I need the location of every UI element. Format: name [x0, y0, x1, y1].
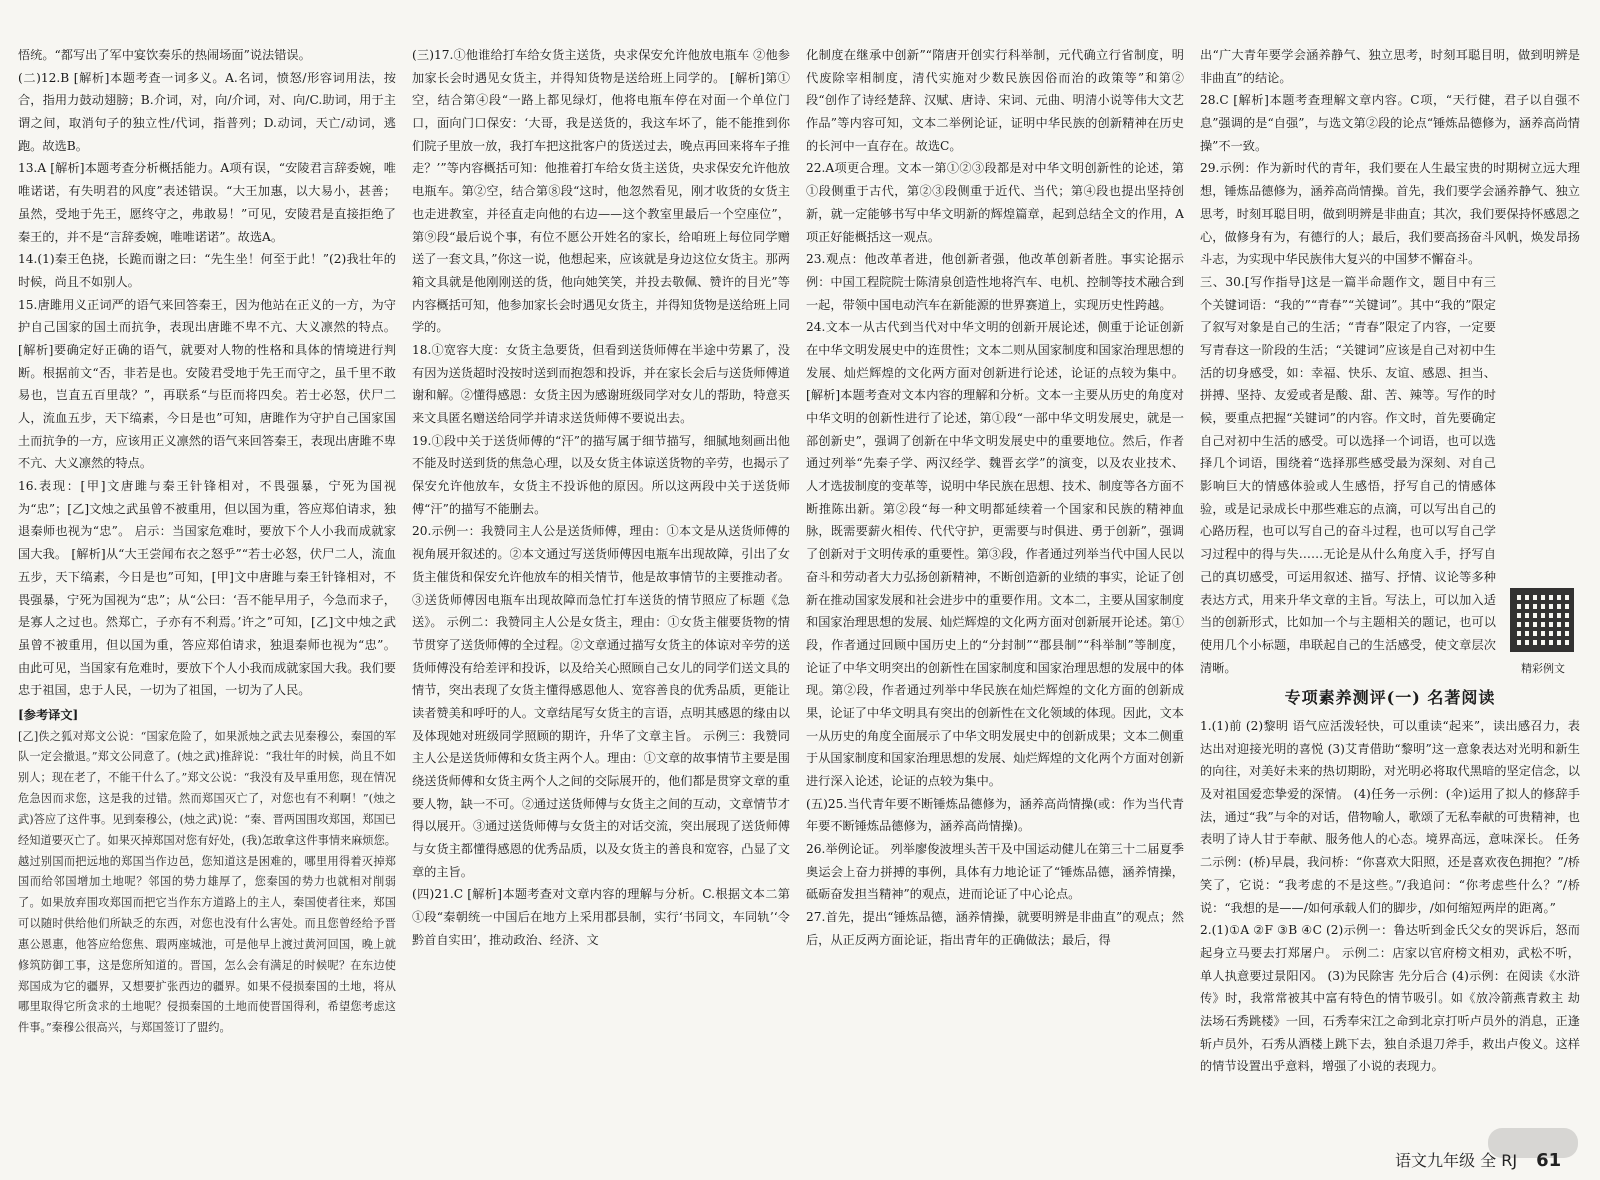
- answer-paragraph: 三、30.[写作指导]这是一篇半命题作文，题目中有三个关键词语：“我的”“青春”“关键词”。其中“我的”限定了叙写对象是自己的生活；“青春”限定了内容，一定要写青春这一阶段的生活；“关键词”应该是自己对初中生活的切身感受，如：幸福、快乐、友谊、感恩、担当、拼搏、坚持、友爱或者是酸、甜、苦、辣等。写作的时候，要重点把握“关键词”的内容。作文时，首先要确定自己对初中生活的感受。可以选择一个词语，也可以选择几个词语，围绕着“选择那些感受最为深刻、对自己影响巨大的情感体验或人生感悟，抒写自己的情感体验，或是记录成长中那些难忘的点滴，可以写出自己的心路历程，也可以写自己的奋斗过程，也可以写自己学习过程中的得与失……无论是从什么角度入手，抒写自己的真切感受，可运用叙述、描写、抒情、议论等多种表达方式，用来升华文章的主旨。写法上，可以加入适当的创新形式，比如加一个与主题相关的题记，也可以使用几个小标题，串联起自己的生活感受，使文章层次清晰。: [1200, 274, 1496, 675]
- answer-paragraph: 26.举例论证。 列举廖俊波埋头苦干及中国运动健儿在第三十二届夏季奥运会上奋力拼搏的事例，具体有力地论证了“锤炼品德，涵养情操，砥砺奋发担当精神”的观点，进而论证了中心论点。: [806, 842, 1184, 902]
- answer-paragraph: 22.A项更合理。文本一第①②③段都是对中华文明创新性的论述，第①段侧重于古代，第②③段侧重于近代、当代；第④段也提出坚持创新，就一定能够书写中华文明新的辉煌篇章，起到总结全文的作用，A项正好能概括这一观点。: [806, 161, 1184, 244]
- answer-paragraph: (四)21.C [解析]本题考查对文章内容的理解与分析。C.根据文本二第①段“秦朝统一中国后在地方上采用郡县制，实行‘书同文，车同轨’‘令黔首自实田’，推动政治、经济、文: [412, 887, 790, 947]
- answer-paragraph: 14.(1)秦王色挠，长跪而谢之曰：“先生坐！何至于此！”(2)我壮年的时候，尚且不如别人。: [18, 252, 396, 289]
- answer-paragraph: 出“广大青年要学会涵养静气、独立思考，时刻耳聪目明，做到明辨是非曲直”的结论。: [1200, 48, 1580, 85]
- answer-paragraph: 2.(1)①A ②F ③B ④C (2)示例一：鲁达听到金氏父女的哭诉后，怒而起身立马要去打郑屠户。 示例二：店家以官府榜文相劝，武松不听，单人执意要过景阳冈。 (3)为民除害 先分后合 (4)示例：在阅读《水浒传》时，我常常被其中富有特色的情节吸引。如《放冷箭燕青救主 劫法场石秀跳楼》一回，石秀奉宋江之命到北京打听卢员外的消息，正逢斩卢员外，石秀从酒楼上跳下去，独自杀退刀斧手，救出卢俊义。这样的情节设置出乎意料，增强了小说的表现力。: [1200, 923, 1580, 1074]
- column-1: [18, 44, 396, 1132]
- answer-paragraph: 29.示例：作为新时代的青年，我们要在人生最宝贵的时期树立远大理想，锤炼品德修为，涵养高尚情操。首先，我们要学会涵养静气、独立思考，时刻耳聪目明，做到明辨是非曲直；其次，我们要保持怀感恩之心，做修身有为，有德行的人；最后，我们要高扬奋斗风帆，焕发昂扬斗志，为实现中华民族伟大复兴的中国梦不懈奋斗。: [1200, 161, 1580, 267]
- page-footer: [1395, 1148, 1561, 1171]
- qr-code-icon[interactable]: [1510, 588, 1574, 652]
- page-number: 61: [1536, 1150, 1562, 1171]
- answer-paragraph: 13.A [解析]本题考查分析概括能力。A项有误，“安陵君言辞委婉，唯唯诺诺，有失明君的风度”表述错误。“大王加惠，以大易小，甚善；虽然，受地于先王，愿终守之，弗敢易！”可见，安陵君是直接拒绝了秦王的，并不是“言辞委婉，唯唯诺诺”。故选A。: [18, 161, 396, 244]
- answer-paragraph: 24.文本一从古代到当代对中华文明的创新开展论述，侧重于论证创新在中华文明发展史中的连贯性；文本二则从国家制度和国家治理思想的发展、灿烂辉煌的文化两方面对创新进行论述，论证的点较为集中。 [解析]本题考查对文本内容的理解和分析。文本一主要从历史的角度对中华文明的创新性进行了论述，第①段“一部中华文明发展史，就是一部创新史”，强调了创新在中华文明发展史中的重要地位。然后，作者通过列举“先秦子学、两汉经学、魏晋玄学”的演变，以及农业技术、人才选拔制度的变革等，说明中华民族在思想、技术、制度等各方面不断推陈出新。第②段“每一种文明都延续着一个国家和民族的精神血脉，既需要薪火相传、代代守护，更需要与时俱进、勇于创新”，强调了创新对于文明传承的重要性。第③段，作者通过列举当代中国人民以奋斗和劳动者大力弘扬创新精神，不断创造新的业绩的事实，论证了创新在推动国家发展和社会进步中的重要作用。文本二，主要从国家制度和国家治理思想的发展、灿烂辉煌的文化两方面对创新展开论述。第①段，作者通过回顾中国历史上的“分封制”“郡县制”“科举制”等制度，论证了中华文明突出的创新性在国家制度和国家治理思想的发展中的体现。第②段，作者通过列举中华民族在灿烂辉煌的文化方面的创新成果，论证了中华文明具有突出的创新性在文化领域的体现。因此，文本一从历史的角度全面展示了中华文明发展史中的创新成果；文本二侧重于从国家制度和国家治理思想的发展、灿烂辉煌的文化两个方面对创新进行深入论述，论证的点较为集中。: [806, 320, 1184, 788]
- answer-paragraph: (五)25.当代青年要不断锤炼品德修为，涵养高尚情操(或：作为当代青年要不断锤炼品德修为，涵养高尚情操)。: [806, 796, 1184, 834]
- column-2: [412, 44, 790, 1132]
- answer-paragraph: 27.首先，提出“锤炼品德，涵养情操，就要明辨是非曲直”的观点；然后，从正反两方面论证，指出青年的正确做法；最后，得: [806, 910, 1184, 947]
- answer-paragraph: 23.观点：他改革者进，他创新者强，他改革创新者胜。事实论据示例：中国工程院院士陈清泉创造性地将汽车、电机、控制等技术融合到一起，带领中国电动汽车在新能源的世界赛道上，实现历史性跨越。: [806, 252, 1184, 312]
- answer-paragraph: 19.①段中关于送货师傅的“汗”的描写属于细节描写，细腻地刻画出他不能及时送到货的焦急心理，以及女货主体谅送货物的辛劳，也揭示了保安允许他放车，女货主不投诉他的原因。所以这两段中关于送货师傅“汗”的描写不能删去。: [412, 433, 790, 516]
- answer-paragraph: (二)12.B [解析]本题考查一词多义。A.名词，愤怒/形容词用法，按合，指用力鼓动翅膀；B.介词，对，向/介词，对、向/C.助词，用于主谓之间，取消句子的独立性/代词，指普列；D.动词，天亡/动词，逃跑。故选B。: [18, 70, 396, 153]
- answer-paragraph: 15.唐雎用义正词严的语气来回答秦王，因为他站在正义的一方，为守护自己国家的国土而抗争，表现出唐雎不卑不亢、大义凛然的特点。 [解析]要确定好正确的语气，就要对人物的性格和具体的情境进行判断。根据前文“否，非若是也。安陵君受地于先王而守之，虽千里不敢易也，岂直五百里哉？”，再联系“与臣而将四矣。若士必怒，伏尸二人，流血五步，天下缟素，今日是也”可知，唐雎作为守护自己国家国土而抗争的一方，应该用正义凛然的语气来回答秦王，表现出唐雎不卑不亢、大义凛然的特点。: [18, 297, 396, 471]
- section-title: 专项素养测评(一) 名著阅读: [1284, 688, 1496, 708]
- answer-paragraph: 悟统。“都写出了军中宴饮奏乐的热闹场面”说法错误。: [18, 48, 311, 62]
- column-3: [806, 44, 1184, 1132]
- reference-translation-text: [乙]佚之狐对郑文公说：“国家危险了，如果派烛之武去见秦穆公，秦国的军队一定会撤退。”郑文公同意了。(烛之武)推辞说：“我壮年的时候，尚且不如别人；现在老了，不能干什么了。”郑文公说：“我没有及早重用您，现在情况危急因而求您，这是我的过错。然而郑国灭亡了，对您也有不利啊！”(烛之武)答应了这件事。见到秦穆公，(烛之武)说：“秦、晋两国围攻郑国，郑国已经知道要灭亡了。如果灭掉郑国对您有好处，(我)怎敢拿这件事情来麻烦您。越过别国而把远地的郑国当作边邑，您知道这是困难的，哪里用得着灭掉郑国而给邻国增加土地呢？邻国的势力雄厚了，您秦国的势力也就相对削弱了。如果放弃围攻郑国而把它当作东方道路上的主人，秦国使者往来，郑国可以随时供给他们所缺乏的东西，对您也没有什么害处。而且您曾经给予晋惠公恩惠，他答应给您焦、瑕两座城池，可是他早上渡过黄河回国，晚上就修筑防御工事，这是您所知道的。晋国，怎么会有满足的时候呢？在东边使郑国成为它的疆界，又想要扩张西边的疆界。如果不侵损秦国的土地，将从哪里取得它所贪求的土地呢？侵损秦国的土地而使晋国得利，希望您考虑这件事。”秦穆公很高兴，与郑国签订了盟约。: [18, 729, 396, 1035]
- footer-edition: RJ: [1501, 1151, 1518, 1170]
- answer-paragraph: 20.示例一：我赞同主人公是送货师傅，理由：①本文是从送货师傅的视角展开叙述的。②本文通过写送货师傅因电瓶车出现故障，引出了女货主催货和保安允许他放车的相关情节，他是故事情节的主要推动者。③送货师傅因电瓶车出现故障而急忙打车送货的情节照应了标题《急送》。 示例二：我赞同主人公是女货主，理由：①女货主催要货物的情节贯穿了送货师傅的全过程。②文章通过描写女货主的体谅对辛劳的送货师傅没有给差评和投诉，以及给关心照顾自己女儿的同学们送文具的情节，突出表现了女货主懂得感恩他人、宽容善良的优秀品质，更能让读者赞美和呼吁的人。文章结尾写女货主的言语，点明其感恩的缘由以及体现她对班级同学照顾的期许，升华了文章主旨。 示例三：我赞同主人公是送货师傅和女货主两个人。理由：①文章的故事情节主要是围绕送货师傅和女货主两个人之间的交际展开的，他们都是贯穿文章的重要人物，缺一不可。②通过送货师傅与女货主之间的互动，文章情节才得以展开。③通过送货师傅与女货主的对话交流，突出展现了送货师傅与女货主都懂得感恩的优秀品质，以及女货主的善良和宽容，凸显了文章的主旨。: [412, 524, 790, 879]
- answer-paragraph: 1.(1)前 (2)黎明 语气应活泼轻快，可以重读“起来”，读出感召力，表达出对迎接光明的喜悦 (3)艾青借助“黎明”这一意象表达对光明和新生的向往，对美好未来的热切期盼，对光明必将取代黑暗的坚定信念，以及对祖国爱恋挚爱的深情。 (4)任务一示例：(伞)运用了拟人的修辞手法，通过“我”与伞的对话，借物喻人，歌颂了无私奉献的可贵精神，也表明了诗人甘于奉献、服务他人的心态。境界高远，意味深长。 任务二示例：(桥)早晨，我问桥：“你喜欢大阳照，还是喜欢夜色拥抱？”/桥笑了，它说：“我考虑的不是这些。”/我追问：“你考虑些什么？”/桥说：“我想的是——/如何承载人们的脚步，/如何缩短两岸的距离。”: [1200, 719, 1580, 915]
- reference-translation-heading: [参考译文]: [18, 707, 79, 722]
- qr-code-label: 精彩例文: [1521, 662, 1565, 675]
- answer-paragraph: 16.表现：[甲]文唐雎与秦王针锋相对，不畏强暴，宁死为国视为“忠”；[乙]文烛之武虽曾不被重用，但以国为重，答应郑伯请求，独退秦师也视为“忠”。 启示：当国家危难时，要放下个人小我而成就家国大我。 [解析]从“大王尝闻布衣之怒乎”“若士必怒，伏尸二人，流血五步，天下缟素，今日是也”可知，[甲]文中唐雎与秦王针锋相对，不畏强暴，宁死为国视为“忠”；从“公曰：‘吾不能早用子，今急而求子，是寡人之过也。然郑亡，子亦有不利焉。’许之”可知，[乙]文中烛之武虽曾不被重用，但以国为重，答应郑伯请求，独退秦师也视为“忠”。由此可见，当国家有危难时，要放下个人小我而成就家国大我。我们要忠于祖国，忠于人民，一切为了祖国，一切为了人民。: [18, 479, 396, 698]
- answer-paragraph: 18.①宽容大度：女货主急要货，但看到送货师傅在半途中劳累了，没有因为送货超时没按时送到而抱怨和投诉，并在家长会后与送货师傅道谢和解。②懂得感恩：女货主因为感谢班级同学对女儿的帮助，特意买来文具匿名赠送给同学并请求送货师傅不要说出去。: [412, 342, 790, 425]
- answer-paragraph: (三)17.①他谁给打车给女货主送货，央求保安允许他放电瓶车 ②他参加家长会时遇见女货主，并得知货物是送给班上同学的。 [解析]第①空，结合第④段“一路上都见绿灯，他将电瓶车停在对面一个单位门口，面向门口保安：‘大哥，我是送货的，我这车坏了，能不能推到你们院子里放一放，我打车把这批客户的货送过去，晚点再回来将车子推走？’”等内容概括可知：他推着打车给女货主送货，央求保安允许他放电瓶车。第②空，结合第⑧段“这时，他忽然看见，刚才收货的女货主也走进教室，并径直走向他的右边——这个教室里最后一个空座位”，第⑨段“最后说个事，有位不愿公开姓名的家长，给咱班上每位同学赠送了一套文具，”你这一说，他想起来，应该就是身边这位女货主。那两箱文具就是他刚刚送的货，他向她笑笑，并投去敬佩、赞许的目光”等内容概括可知，他参加家长会时遇见女货主，并得知货物是送给班上同学的。: [412, 48, 790, 335]
- answer-paragraph: 化制度在继承中创新”“隋唐开创实行科举制，元代确立行省制度，明代废除宰相制度，清代实施对少数民族因俗而治的政策等”和第②段“创作了诗经楚辞、汉赋、唐诗、宋词、元曲、明清小说等伟大文艺作品”等内容可知，文本二举例论证，证明中华民族的创新精神在历史的长河中一直存在。故选C。: [806, 48, 1184, 153]
- footer-subject: 语文九年级: [1395, 1151, 1476, 1170]
- answer-paragraph: 28.C [解析]本题考查理解文章内容。C项，“天行健，君子以自强不息”强调的是“自强”，与选文第②段的论点“锤炼品德修为，涵养高尚情操”不一致。: [1200, 93, 1580, 153]
- footer-volume: 全: [1480, 1151, 1497, 1170]
